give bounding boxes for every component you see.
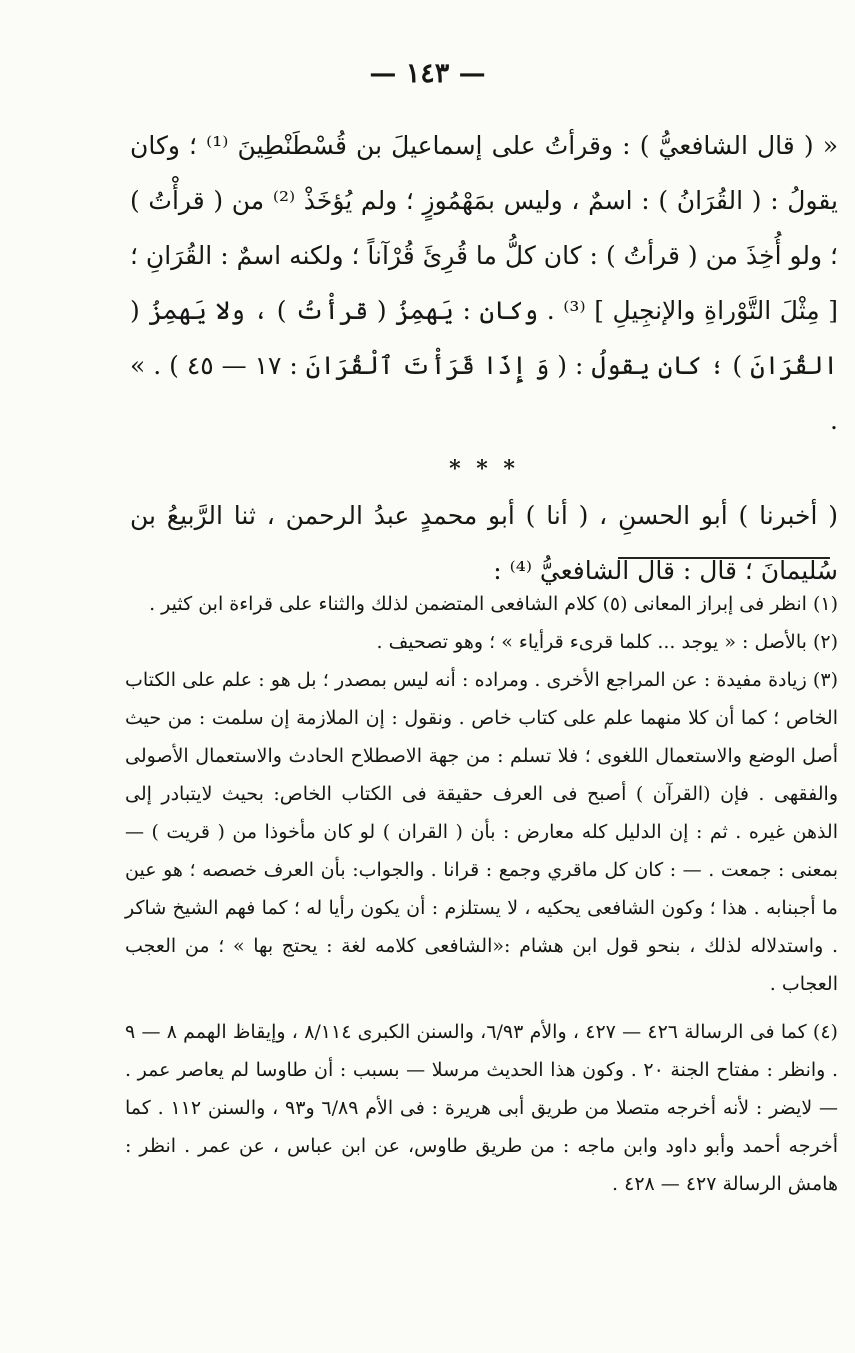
footnotes	[125, 585, 838, 1203]
main-text	[130, 118, 838, 598]
footnote-4: (٤) كما فى الرسالة ٤٢٦ — ٤٢٧ ، والأم ٦/٩٣، والسنن الكبرى ٨/١١٤ ، وإيقاظ الهمم ٨ — ٩ . وانظر : مفتاح الجنة ٢٠ . وكون هذا الحديث مرسلا — بسبب : أن طاوسا لم يعاصر عمر . — لايضر : لأنه أخرجه متصلا من طريق أبى هريرة : فى الأم ٦/٨٩ و٩٣ ، والسنن ١١٢ . كما أخرجه أحمد وأبو داود وابن ماجه : من طريق طاوس، عن ابن عباس ، عن عمر . انظر : هامش الرسالة ٤٢٧ — ٤٢٨ .	[125, 1021, 839, 1195]
footnote-2: (٢) بالأصل : « يوجد ... كلما قرىء قرأياء » ؛ وهو تصحيف .	[376, 631, 838, 653]
footnote-divider	[618, 557, 830, 559]
footnote-3: (٣) زيادة مفيدة : عن المراجع الأخرى . ومراده : أنه ليس بمصدر ؛ بل هو : علم على الكتاب الخاص ؛ كما أن كلا منهما علم على كتاب خاص . ونقول : إن الملازمة إن سلمت : من حيث أصل الوضع والاستعمال اللغوى ؛ فلا تسلم : من جهة الاصطلاح الحادث والاستعمال الأصولى والفقهى . فإن (القرآن ) أصبح فى العرف حقيقة فى الكتاب الخاص: بحيث لايتبادر إلى الذهن غيره . ثم : إن الدليل كله معارض : بأن ( القران ) لو كان مأخوذا من ( قريت ) — بمعنى : جمعت . — : كان كل ماقري وجمع : قرانا . والجواب: بأن العرف خصصه ؛ هو عين ما أجبنابه . هذا ؛ وكون الشافعى يحكيه ، لا يستلزم : أن يكون رأيا له ؛ كما فهم الشيخ شاكر . واستدلاله لذلك ، بنحو قول ابن هشام :«الشافعى كلامه لغة : يحتج بها » ؛ من العجب العجاب .	[125, 669, 838, 995]
main-paragraph-1: « ( قال الشافعيُّ ) : وقرأتُ على إسماعيلَ بن قُسْطَنْطِينَ ⁽¹⁾ ؛ وكان يقولُ : ( القُرَانُ ) : اسمٌ ، وليس بمَهْمُوزٍ ؛ ولم يُؤخَذْ ⁽²⁾ من ( قرأْتُ ) ؛ ولو أُخِذَ من ( قرأتُ ) : كان كلُّ ما قُرِئَ قُرْآناً ؛ ولكنه اسمٌ : القُرَانِ ؛ [ مِثْلَ التَّوْراةِ والإنجِيلِ ] ⁽³⁾ . وكان : يَهمِزُ ( قرأْتُ ) ، ولا يَهمِزُ ( القُرَانَ ) ؛ كان يقولُ : ( وَ إِذَا قَرَأْتَ ٱلْقُرَانَ : ١٧ — ٤٥ ) . » .	[130, 131, 839, 435]
page-number: — ١٤٣ —	[369, 58, 486, 89]
footnote-1: (١) انظر فى إبراز المعانى (٥) كلام الشافعى المتضمن لذلك والثناء على قراءة ابن كثير .	[149, 593, 838, 615]
main-paragraph-2: ( أخبرنا ) أبو الحسنِ ، ( أنا ) أبو محمدٍ عبدُ الرحمن ، ثنا الرَّبيعُ بن سُليمانَ ؛ قال : قال الشافعيُّ ⁽⁴⁾ :	[130, 501, 838, 585]
section-separator: * * *	[449, 456, 519, 482]
